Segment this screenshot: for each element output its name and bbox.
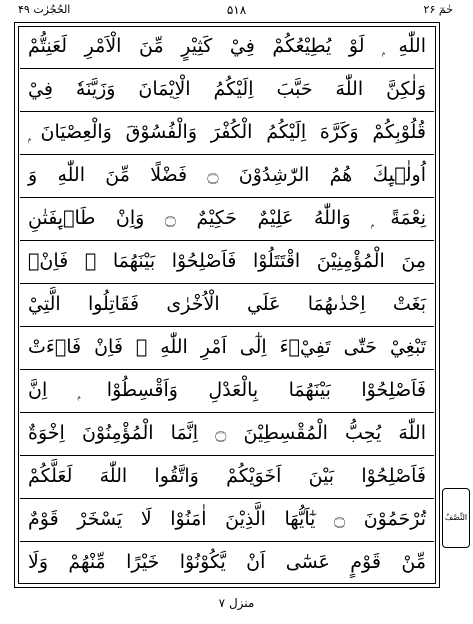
juz-name-header: حٰمٓ ۲۶ <box>423 3 453 16</box>
text-line: تَبْغِيْ حَتّٰى تَفِيْۗءَ اِلٰٓى اَمْرِ اللّٰهِ ۚ فَاِنْ فَاۗءَتْ <box>20 327 434 370</box>
text-line: تُرْحَمُوْنَ ۝ يٰٓاَيُّهَا الَّذِيْنَ اٰمَنُوْا لَا يَسْخَرْ قَوْمٌ <box>20 499 434 542</box>
text-line: فَاَصْلِحُوْا بَيْنَ اَخَوَيْكُمْ وَاتَّقُوا اللّٰهَ لَعَلَّكُمْ <box>20 456 434 499</box>
text-line: اللّٰهَ يُحِبُّ الْمُقْسِطِيْنَ ۝ اِنَّمَا الْمُؤْمِنُوْنَ اِخْوَةٌ <box>20 413 434 456</box>
text-line: مِّنْ قَوْمٍ عَسٰٓى اَنْ يَّكُوْنُوْا خَيْرًا مِّنْهُمْ وَلَا <box>28 551 426 573</box>
text-line: وَلٰكِنَّ اللّٰهَ حَبَّبَ اِلَيْكُمُ الْاِيْمَانَ وَزَيَّنَهٗ فِيْ <box>20 69 434 112</box>
text-line: مِنَ الْمُؤْمِنِيْنَ اقْتَتَلُوْا فَاَصْلِحُوْا بَيْنَهُمَا ۚ فَاِنْۢ <box>20 241 434 284</box>
text-block <box>20 26 434 584</box>
text-line: قُلُوْبِكُمْ وَكَرَّهَ اِلَيْكُمُ الْكُفْرَ وَالْفُسُوْقَ وَالْعِصْيَانَ ۭ <box>20 112 434 155</box>
manzil-footer: منزل ۷ <box>218 596 255 610</box>
text-line: بَغَتْ اِحْدٰىهُمَا عَلَي الْاُخْرٰى فَقَاتِلُوا الَّتِيْ <box>20 284 434 327</box>
margin-note-text: النِّصْفُ <box>444 513 468 522</box>
text-line: فَاَصْلِحُوْا بَيْنَهُمَا بِالْعَدْلِ وَاَقْسِطُوْا ۭ اِنَّ <box>20 370 434 413</box>
page-number: ۵۱۸ <box>226 3 247 17</box>
margin-note-half-marker <box>442 488 470 548</box>
text-line: اُولٰۗىِٕكَ هُمُ الرّٰشِدُوْنَ ۝ فَضْلًا مِّنَ اللّٰهِ وَ <box>20 155 434 198</box>
text-line: نِعْمَةً ۭ وَاللّٰهُ عَلِيْمٌ حَكِيْمٌ ۝ وَاِنْ طَاۗىِٕفَتٰنِ <box>20 198 434 241</box>
surah-name-header: الحُجُرٰت ۴۹ <box>18 3 71 16</box>
text-line: اللّٰهِ ۭ لَوْ يُطِيْعُكُمْ فِيْ كَثِيْرٍ مِّنَ الْاَمْرِ لَعَنِتُّمْ <box>20 26 434 69</box>
